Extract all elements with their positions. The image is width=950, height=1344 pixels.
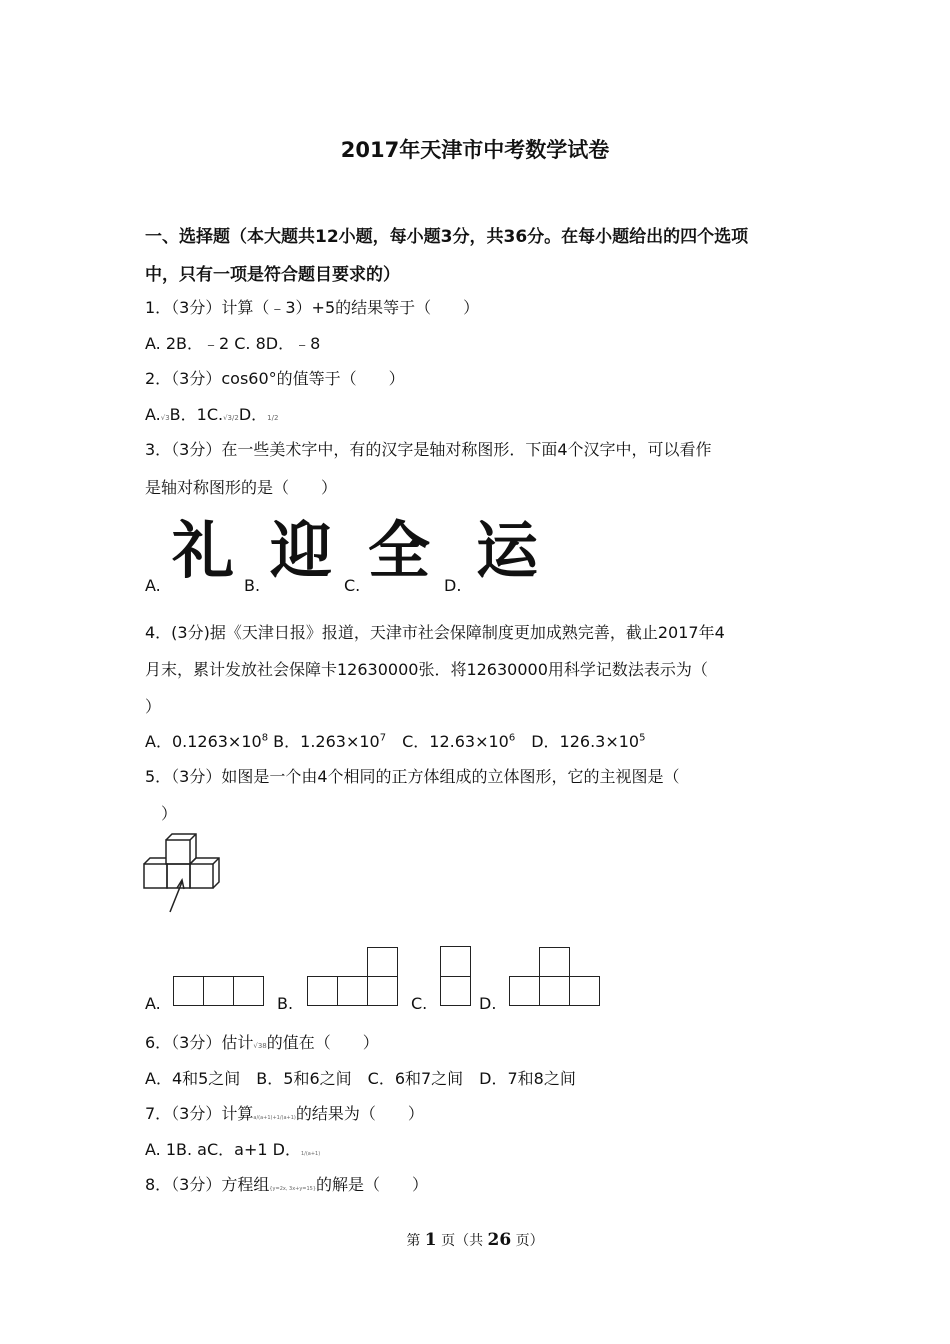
q4-exp-b: 7 [379,732,387,744]
q8-stem-pre: 8．（3分）方程组 [145,1175,270,1194]
footer-mid: 页（共 [436,1233,488,1249]
q5-c-square-top [440,946,471,977]
question-3-line1: 3．（3分）在一些美术字中，有的汉字是轴对称图形．下面4个汉字中，可以看作 [145,440,712,459]
q2-formula-c: √3/2 [223,414,239,422]
q3-char-c: 全 [368,514,431,587]
q4-option-b: B．1.263×10 [268,732,380,751]
q7-stem-pre: 7．（3分）计算 [145,1104,254,1123]
question-5-line1: 5．（3分）如图是一个由4个相同的正方体组成的立体图形，它的主视图是（ [145,767,680,786]
q3-label-c: C. [344,576,361,595]
q2-option-bc: B．1C. [169,405,224,424]
page-footer [0,1230,950,1250]
q5-d-square-top [539,947,570,977]
q2-option-a: A. [145,405,161,424]
question-8-stem [145,1172,428,1195]
question-4-options [145,729,646,752]
question-7-options [145,1137,320,1160]
q7-options-text: A. 1B. aC．a+1 D． [145,1140,301,1159]
q4-exp-a: 8 [261,732,269,744]
section-heading-line2: 中，只有一项是符合题目要求的） [145,265,400,285]
q4-option-c: C．12.63×10 [386,732,509,751]
question-2-options [145,402,278,425]
q2-formula-a: √3 [160,414,170,422]
footer-post: 页） [511,1233,544,1249]
question-1-options: A. 2B．﹣2 C. 8D．﹣8 [145,334,321,353]
q3-char-b: 迎 [270,514,333,587]
q5-label-a: A. [145,994,161,1013]
question-3-line2: 是轴对称图形的是（ ） [145,478,338,497]
section-heading-line1: 一、选择题（本大题共12小题，每小题3分，共36分。在每小题给出的四个选项 [145,227,749,247]
q3-char-d: 运 [476,514,539,587]
q5-d-square-1 [509,976,540,1006]
q3-label-b: B. [244,576,261,595]
q6-formula: √38 [253,1042,267,1050]
q8-formula: {y=2x, 3x+y=15} [269,1186,317,1192]
question-4-line3: ） [145,697,162,716]
q4-exp-c: 6 [508,732,516,744]
q5-b-square-top [367,947,398,977]
question-5-line2: ） [145,804,178,823]
question-1-stem: 1．（3分）计算（﹣3）+5的结果等于（ ） [145,298,480,317]
q7-option-d-formula: 1/(a+1) [300,1151,321,1157]
q4-option-d: D．126.3×10 [515,732,640,751]
q5-a-square-2 [203,976,234,1006]
footer-total-pages: 26 [487,1230,512,1250]
q2-option-d: D． [238,405,268,424]
q5-b-square-3 [367,976,398,1006]
cube-figure [140,828,222,918]
question-4-line2: 月末，累计发放社会保障卡12630000张．将12630000用科学记数法表示为（ [145,660,708,679]
page-title: 2017年天津市中考数学试卷 [340,138,610,162]
q3-char-a: 礼 [172,514,235,587]
q5-d-square-3 [569,976,600,1006]
q5-a-square-3 [233,976,264,1006]
q6-stem-post: 的值在（ ） [266,1033,379,1052]
q3-label-d: D. [444,576,462,595]
footer-pre: 第 [406,1233,425,1249]
q3-label-a: A. [145,576,161,595]
q7-stem-post: 的结果为（ ） [295,1104,424,1123]
question-7-stem [145,1101,424,1124]
q6-stem-pre: 6．（3分）估计 [145,1033,254,1052]
q2-formula-d: 1/2 [267,414,279,422]
q5-label-d: D. [479,994,497,1013]
question-6-options: A．4和5之间 B．5和6之间 C．6和7之间 D．7和8之间 [145,1069,576,1088]
q5-a-square-1 [173,976,204,1006]
q5-b-square-2 [337,976,368,1006]
question-2-stem: 2．（3分）cos60°的值等于（ ） [145,369,405,388]
q4-exp-d: 5 [639,732,646,744]
q5-d-square-2 [539,976,570,1006]
q8-stem-post: 的解是（ ） [316,1175,429,1194]
q5-b-square-1 [307,976,338,1006]
footer-page-number: 1 [424,1230,437,1250]
q4-option-a: A．0.1263×10 [145,732,262,751]
question-6-stem [145,1030,379,1053]
question-4-line1: 4．(3分)据《天津日报》报道，天津市社会保障制度更加成熟完善，截止2017年4 [145,623,725,642]
q5-c-square-bottom [440,976,471,1006]
q5-label-b: B. [277,994,294,1013]
q5-label-c: C. [411,994,428,1013]
q7-formula: a/(a+1)+1/(a+1) [253,1115,296,1121]
